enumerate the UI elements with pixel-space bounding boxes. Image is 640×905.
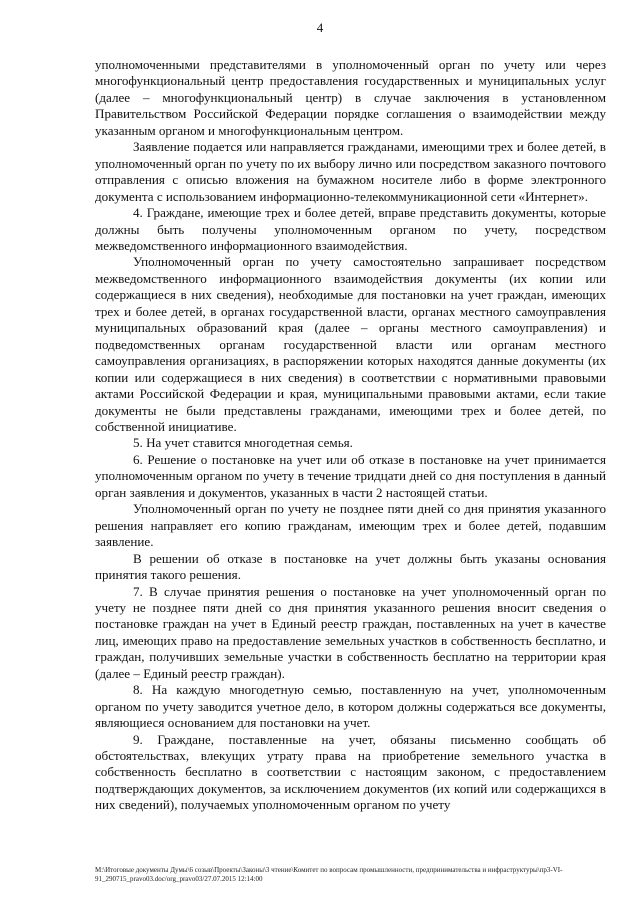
- paragraph: Уполномоченный орган по учету самостоятельно запрашивает посредством межведомственного информационного взаимодействия документы (их копии или содержащиеся в них сведения), необходимые для постановки на учет граждан, имеющих трех и более детей, в органах государственной власти, органах местного самоуправления муниципальных образований края (далее – органы местного самоуправления) и подведомственных органам государственной власти или органам местного самоуправления организациях, в распоряжении которых находятся данные документы (их копии или содержащиеся в них сведения) в соответствии с нормативными правовыми актами Российской Федерации и края, муниципальными правовыми актами, если такие документы не были представлены гражданами, имеющими трех и более детей, по собственной инициативе.: [95, 254, 606, 434]
- paragraph: В решении об отказе в постановке на учет должны быть указаны основания принятия такого решения.: [95, 550, 606, 583]
- paragraph: 9. Граждане, поставленные на учет, обязаны письменно сообщать об обстоятельствах, влекущих утрату права на приобретение земельного участка в собственность бесплатно в соответствии с настоящим законом, с предоставлением подтверждающих документов, за исключением документов (их копий или содержащихся в них сведений), получаемых уполномоченным органом по учету: [95, 731, 606, 813]
- paragraph: Уполномоченный орган по учету не позднее пяти дней со дня принятия указанного решения направляет его копию гражданам, имеющим трех и более детей, подавшим заявление.: [95, 501, 606, 550]
- paragraph: Заявление подается или направляется гражданами, имеющими трех и более детей, в уполномоченный орган по учету по их выбору лично или посредством заказного почтового отправления с описью вложения на бумажном носителе либо в форме электронного документа с использованием информационно-телекоммуникационной сети «Интернет».: [95, 139, 606, 204]
- document-body: [95, 57, 606, 814]
- paragraph: 4. Граждане, имеющие трех и более детей, вправе представить документы, которые должны быть получены уполномоченным органом по учету, посредством межведомственного информационного взаимодействия.: [95, 205, 606, 253]
- page-number: 4: [316, 20, 324, 35]
- paragraph: 5. На учет ставится многодетная семья.: [133, 435, 353, 451]
- paragraph: уполномоченными представителями в уполномоченный орган по учету или через многофункциональный центр предоставления государственных и муниципальных услуг (далее – многофункциональный центр) в случае заключения в установленном Правительством Российской Федерации порядке соглашения о взаимодействии между указанным органом и многофункциональным центром.: [95, 57, 606, 138]
- paragraph: 8. На каждую многодетную семью, поставленную на учет, уполномоченным органом по учету заводится учетное дело, в котором должны содержаться все документы, являющиеся основанием для постановки на учет.: [95, 682, 606, 731]
- file-path-footer: M:\Итоговые документы Думы\6 созыв\Проекты\Законы\3 чтение\Комитет по вопросам промышленности, предпринимательства и инфраструктуры\пр3-VI-91_290715_pravo03.doc/org_pravo03/27.07.2015 12:14:00: [95, 866, 563, 883]
- paragraph: 7. В случае принятия решения о постановке на учет уполномоченный орган по учету не позднее пяти дней со дня принятия указанного решения вносит сведения о постановке граждан на учет в Единый реестр граждан, поставленных на учет в качестве лиц, имеющих право на предоставление земельных участков в собственность бесплатно, и граждан, получивших земельные участки в собственность бесплатно на территории края (далее – Единый реестр граждан).: [95, 583, 606, 681]
- paragraph: 6. Решение о постановке на учет или об отказе в постановке на учет принимается уполномоченным органом по учету в течение тридцати дней со дня поступления в данный орган заявления и документов, указанных в части 2 настоящей статьи.: [95, 451, 606, 500]
